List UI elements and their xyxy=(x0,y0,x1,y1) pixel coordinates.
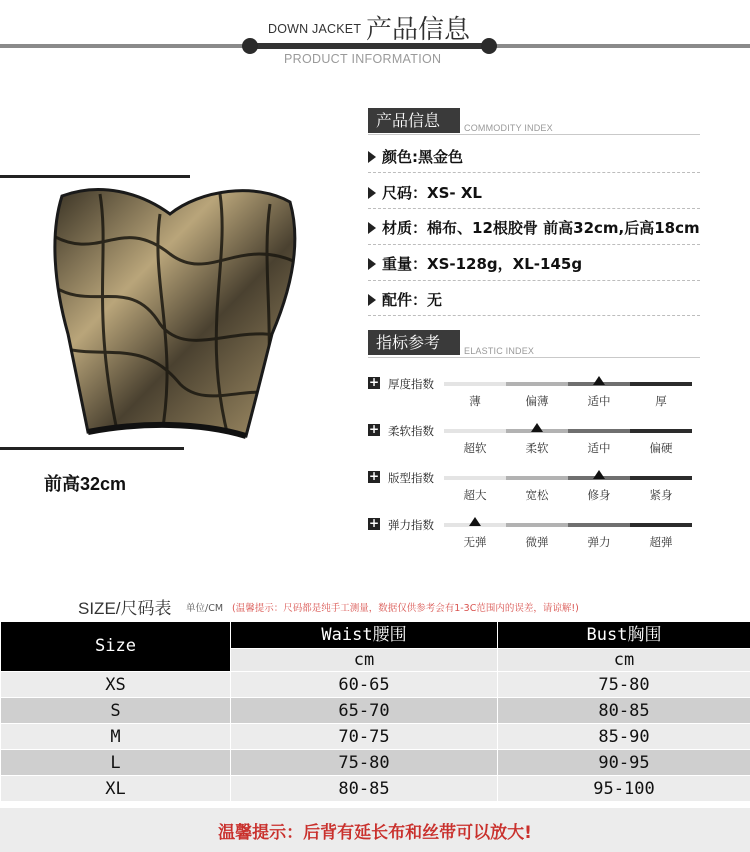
waist-cell: 80-85 xyxy=(231,776,498,802)
spec-row-accessories xyxy=(368,289,442,310)
spec-divider xyxy=(368,208,700,209)
spec-value: 棉布、12根胶骨 前高32cm,后高18cm xyxy=(427,219,700,237)
elastic-section-title: 指标参考 xyxy=(368,330,460,355)
bust-column-header: Bust胸围 xyxy=(498,622,750,649)
spec-divider xyxy=(368,172,700,173)
index-option: 柔软 xyxy=(525,441,549,455)
section-divider xyxy=(368,134,700,135)
index-option: 偏硬 xyxy=(649,441,673,455)
scale-segment xyxy=(630,382,692,386)
spec-value: 黑金色 xyxy=(418,148,464,166)
spec-value: XS- XL xyxy=(427,184,482,202)
section-divider xyxy=(368,357,700,358)
header-title-cn: 产品信息 xyxy=(366,15,471,45)
size-column-header: Size xyxy=(1,622,231,672)
header-dot-left xyxy=(242,38,258,54)
index-scale-bar xyxy=(444,523,692,527)
spec-row-color xyxy=(368,146,463,167)
index-scale-bar xyxy=(444,429,692,433)
spec-divider xyxy=(368,244,700,245)
header-subtitle: PRODUCT INFORMATION xyxy=(284,52,442,66)
expand-plus-icon: + xyxy=(368,375,380,389)
spec-separator: : xyxy=(412,148,419,166)
product-image xyxy=(40,174,300,446)
index-scale-bar xyxy=(444,476,692,480)
index-option: 厚 xyxy=(655,394,667,408)
scale-segment xyxy=(506,382,568,386)
spec-value: 无 xyxy=(427,291,443,309)
index-option: 适中 xyxy=(587,441,611,455)
spec-divider xyxy=(368,280,700,281)
spec-separator: ： xyxy=(412,291,428,309)
table-row xyxy=(1,750,750,776)
waist-cell: 70-75 xyxy=(231,724,498,750)
index-option: 紧身 xyxy=(649,488,673,502)
size-chart-note: (温馨提示：尺码都是纯手工测量，数据仅供参考会有1-3C范围内的误差，请谅解!) xyxy=(232,603,579,614)
spec-separator: ： xyxy=(412,184,428,202)
spec-label: 尺码 xyxy=(382,184,413,202)
arrow-right-icon xyxy=(368,187,376,199)
image-rule-bottom xyxy=(0,447,184,450)
scale-segment xyxy=(506,523,568,527)
index-option: 薄 xyxy=(469,394,481,408)
size-cell: M xyxy=(1,724,231,750)
spec-row-weight xyxy=(368,253,582,274)
expand-plus-icon: + xyxy=(368,422,380,436)
arrow-right-icon xyxy=(368,294,376,306)
index-label: 柔软指数 xyxy=(388,424,434,438)
spec-separator: ： xyxy=(412,255,428,273)
index-label: 厚度指数 xyxy=(388,377,434,391)
index-option: 适中 xyxy=(587,394,611,408)
spec-label: 配件 xyxy=(382,291,413,309)
spec-label: 重量 xyxy=(382,255,413,273)
scale-segment xyxy=(630,429,692,433)
bust-cell: 90-95 xyxy=(498,750,750,776)
size-chart-unit: 单位/CM xyxy=(186,603,224,614)
index-option: 微弹 xyxy=(525,535,549,549)
index-option: 超软 xyxy=(463,441,487,455)
spec-label: 材质 xyxy=(382,219,413,237)
scale-segment xyxy=(568,429,630,433)
waist-cell: 65-70 xyxy=(231,698,498,724)
bust-cell: 75-80 xyxy=(498,672,750,698)
index-option: 超大 xyxy=(463,488,487,502)
expand-plus-icon: + xyxy=(368,516,380,530)
header-dot-right xyxy=(481,38,497,54)
scale-segment xyxy=(568,523,630,527)
scale-segment xyxy=(444,382,506,386)
index-option: 修身 xyxy=(587,488,611,502)
scale-segment xyxy=(630,476,692,480)
bust-cell: 95-100 xyxy=(498,776,750,802)
size-chart-title: SIZE/尺码表 xyxy=(78,599,172,618)
index-label: 弹力指数 xyxy=(388,518,434,532)
arrow-right-icon xyxy=(368,151,376,163)
index-option: 无弹 xyxy=(463,535,487,549)
index-scale-bar xyxy=(444,382,692,386)
waist-cell: 60-65 xyxy=(231,672,498,698)
bust-cell: 85-90 xyxy=(498,724,750,750)
index-option: 超弹 xyxy=(649,535,673,549)
spec-row-size xyxy=(368,182,482,203)
table-row xyxy=(1,672,750,698)
header-title-en: DOWN JACKET xyxy=(268,22,362,36)
waist-unit: cm xyxy=(231,649,498,672)
bust-cell: 80-85 xyxy=(498,698,750,724)
index-option: 宽松 xyxy=(525,488,549,502)
spec-label: 颜色 xyxy=(382,148,413,166)
arrow-right-icon xyxy=(368,222,376,234)
waist-cell: 75-80 xyxy=(231,750,498,776)
index-option: 偏薄 xyxy=(525,394,549,408)
size-cell: L xyxy=(1,750,231,776)
table-row xyxy=(1,776,750,802)
index-option: 弹力 xyxy=(587,535,611,549)
spec-row-material xyxy=(368,217,700,238)
waist-column-header: Waist腰围 xyxy=(231,622,498,649)
size-cell: S xyxy=(1,698,231,724)
elastic-section-title-en: ELASTIC INDEX xyxy=(464,346,535,356)
size-cell: XS xyxy=(1,672,231,698)
scale-segment xyxy=(444,429,506,433)
selected-marker-icon xyxy=(469,517,481,526)
bust-unit: cm xyxy=(498,649,750,672)
spec-divider xyxy=(368,315,700,316)
header-rule-left xyxy=(0,44,248,48)
front-height-label: 前高32cm xyxy=(44,474,127,494)
expand-plus-icon: + xyxy=(368,469,380,483)
size-table xyxy=(0,621,750,802)
scale-segment xyxy=(506,476,568,480)
scale-segment xyxy=(444,476,506,480)
index-label: 版型指数 xyxy=(388,471,434,485)
header-rule-right xyxy=(489,44,750,48)
selected-marker-icon xyxy=(593,470,605,479)
arrow-right-icon xyxy=(368,258,376,270)
selected-marker-icon xyxy=(593,376,605,385)
table-row xyxy=(1,698,750,724)
spec-value: XS-128g，XL-145g xyxy=(427,255,583,273)
selected-marker-icon xyxy=(531,423,543,432)
footer-note: 温馨提示：后背有延长布和丝带可以放大! xyxy=(218,823,532,843)
spec-separator: ： xyxy=(412,219,428,237)
commodity-section-title: 产品信息 xyxy=(368,108,460,133)
scale-segment xyxy=(630,523,692,527)
size-cell: XL xyxy=(1,776,231,802)
commodity-section-title-en: COMMODITY INDEX xyxy=(464,123,553,133)
table-row xyxy=(1,724,750,750)
